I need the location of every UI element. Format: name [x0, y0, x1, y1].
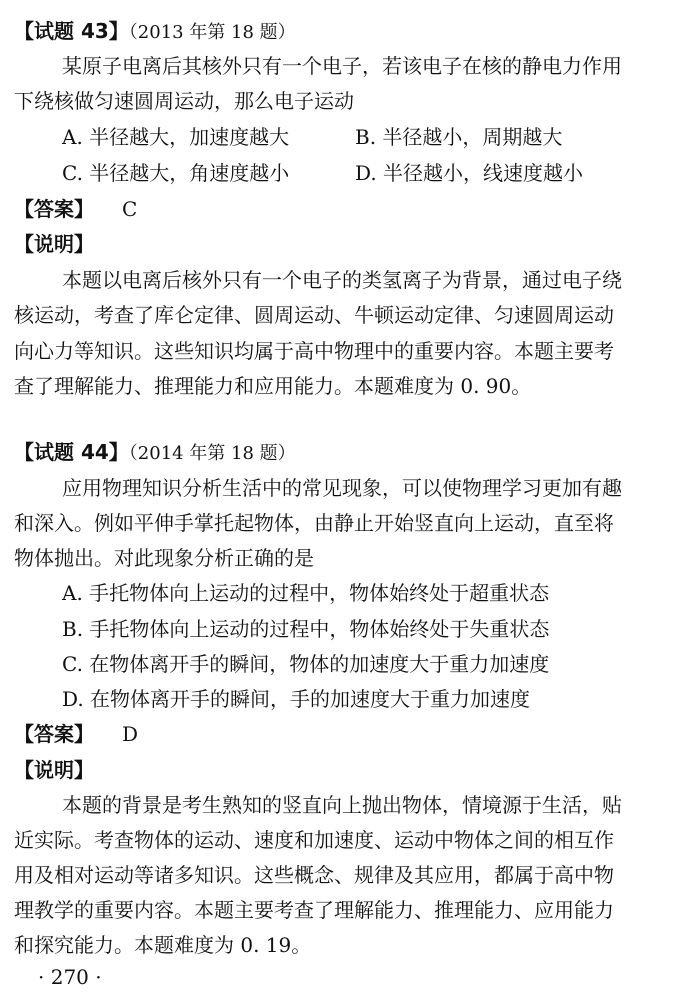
explanation-label: 【说明】: [14, 758, 94, 782]
question-44-option-c: C. 在物体离开手的瞬间，物体的加速度大于重力加速度: [62, 652, 550, 676]
question-44-explanation-line-1: 本题的背景是考生熟知的竖直向上抛出物体，情境源于生活，贴: [62, 793, 622, 817]
answer-value: C: [122, 197, 138, 221]
question-44-label: 【试题 44】: [14, 440, 129, 464]
answer-label: 【答案】: [14, 722, 94, 746]
question-44-explanation-line-2: 近实际。考查物体的运动、速度和加速度、运动中物体之间的相互作: [14, 828, 614, 852]
question-43-explanation-line-3: 向心力等知识。这些知识均属于高中物理中的重要内容。本题主要考: [14, 339, 614, 363]
question-43-explanation-line-4: 查了理解能力、推理能力和应用能力。本题难度为 0. 90。: [14, 374, 532, 398]
answer-value: D: [122, 722, 139, 746]
question-43-option-a: A. 半径越大，加速度越大: [62, 125, 290, 149]
question-44-answer-row: [14, 721, 138, 747]
question-44-option-b: B. 手托物体向上运动的过程中，物体始终处于失重状态: [62, 617, 550, 641]
question-43-explanation-line-1: 本题以电离后核外只有一个电子的类氢离子为背景，通过电子绕: [62, 268, 622, 292]
question-44-header: [14, 439, 296, 467]
question-44-explanation-line-5: 和探究能力。本题难度为 0. 19。: [14, 933, 312, 957]
question-44-explanation-line-3: 用及相对运动等诸多知识。这些概念、规律及其应用，都属于高中物: [14, 863, 614, 887]
question-44-stem-line-3: 物体抛出。对此现象分析正确的是: [14, 546, 314, 570]
question-44-stem-line-2: 和深入。例如平伸手掌托起物体，由静止开始竖直向上运动，直至将: [14, 511, 614, 535]
question-44-option-a: A. 手托物体向上运动的过程中，物体始终处于超重状态: [62, 581, 550, 605]
question-43-stem-line-1: 某原子电离后其核外只有一个电子，若该电子在核的静电力作用: [62, 54, 622, 78]
page-number: · 270 ·: [38, 965, 102, 989]
question-44-explanation-line-4: 理教学的重要内容。本题主要考查了理解能力、推理能力、应用能力: [14, 898, 614, 922]
question-43-option-b: B. 半径越小，周期越大: [355, 125, 563, 149]
question-44-option-d: D. 在物体离开手的瞬间，手的加速度大于重力加速度: [62, 687, 531, 711]
explanation-label: 【说明】: [14, 232, 94, 256]
question-43-explanation-line-2: 核运动，考查了库仑定律、圆周运动、牛顿运动定律、匀速圆周运动: [14, 303, 614, 327]
question-43-option-c: C. 半径越大，角速度越小: [62, 161, 290, 185]
question-43-answer-row: [14, 196, 137, 222]
question-44-source: （2014 年第 18 题）: [128, 443, 296, 464]
question-44-stem-line-1: 应用物理知识分析生活中的常见现象，可以使物理学习更加有趣: [62, 476, 622, 500]
question-43-source: （2013 年第 18 题）: [128, 22, 296, 43]
question-43-option-d: D. 半径越小，线速度越小: [355, 161, 584, 185]
question-43-stem-line-2: 下绕核做匀速圆周运动，那么电子运动: [14, 89, 354, 113]
question-43-header: [14, 18, 296, 46]
question-43-label: 【试题 43】: [14, 19, 129, 43]
answer-label: 【答案】: [14, 197, 94, 221]
